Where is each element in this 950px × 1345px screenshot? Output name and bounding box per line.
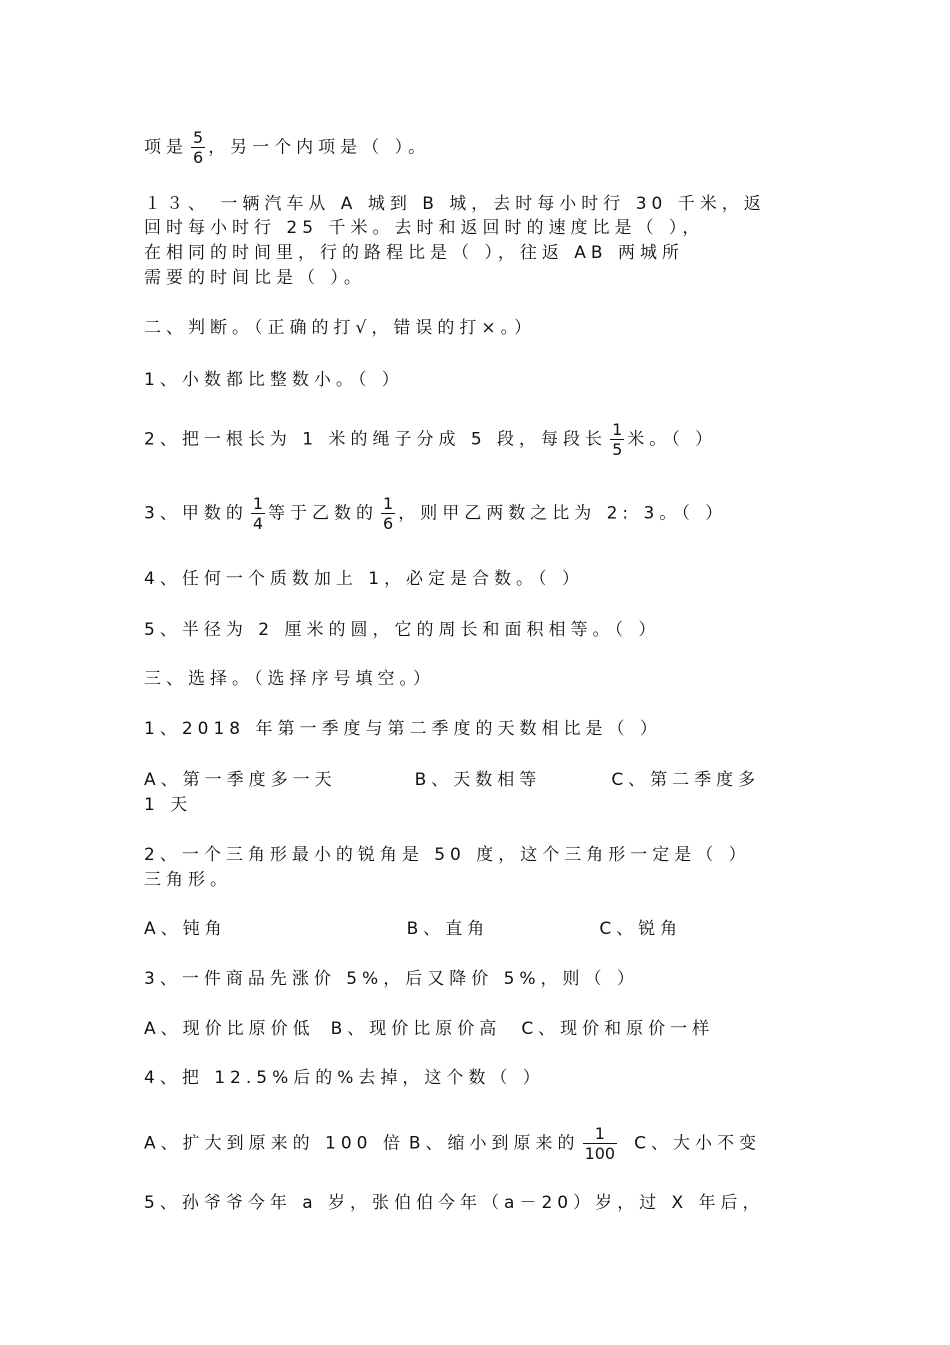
choice-1-option-c: C、第二季度多 <box>611 770 761 790</box>
section-2-heading: 二、判断。（正确的打√，错误的打×。） <box>144 318 537 338</box>
section-3-heading: 三、选择。（选择序号填空。） <box>144 669 435 689</box>
judge-2-text-b: 米。（ ） <box>627 429 718 450</box>
choice-3: 3、一件商品先涨价 5%，后又降价 5%，则（ ） <box>144 969 639 989</box>
choice-1: 1、2018 年第一季度与第二季度的天数相比是（ ） <box>144 719 662 739</box>
q13-line-4: 需要的时间比是（ ）。 <box>144 268 366 288</box>
judge-3 <box>144 494 727 533</box>
choice-4-option-a: A、扩大到原来的 100 倍 <box>144 1133 405 1154</box>
choice-4-options <box>144 1124 761 1163</box>
choice-2-options <box>144 917 682 941</box>
choice-4: 4、把 12.5%后的%去掉，这个数（ ） <box>144 1068 545 1088</box>
judge-3-text-b: 等于乙数的 <box>268 503 379 524</box>
fraction-1-4: $\frac{1}{4}$ <box>252 494 264 533</box>
fraction-1-100: $\frac{1}{100}$ <box>584 1124 616 1163</box>
choice-5: 5、孙爷爷今年 a 岁，张伯伯今年（a－20）岁，过 X 年后， <box>144 1193 765 1213</box>
judge-2-text-a: 2、把一根长为 1 米的绳子分成 5 段，每段长 <box>144 429 608 450</box>
fraction-1-6: $\frac{1}{6}$ <box>383 494 394 533</box>
choice-4-option-b: B、缩小到原来的 <box>408 1133 580 1154</box>
choice-2-line-2: 三角形。 <box>144 870 232 890</box>
choice-4-option-c: C、大小不变 <box>634 1133 761 1154</box>
q13-line-3: 在相同的时间里，行的路程比是（ ），往返 AB 两城所 <box>144 243 685 263</box>
choice-2-line-1: 2、一个三角形最小的锐角是 50 度，这个三角形一定是（ ） <box>144 845 751 865</box>
choice-2-option-c: C、锐角 <box>599 919 683 939</box>
choice-3-options <box>144 1017 714 1041</box>
judge-2 <box>144 420 717 459</box>
judge-3-text-a: 3、甲数的 <box>144 503 248 524</box>
choice-1-option-b: B、天数相等 <box>414 770 542 790</box>
q13-line-1: １３、 一辆汽车从 A 城到 B 城，去时每小时行 30 千米，返 <box>144 194 766 214</box>
q12-text-b: ，另一个内项是（ ）。 <box>208 137 431 158</box>
judge-1: 1、小数都比整数小。（ ） <box>144 370 404 390</box>
q13-line-2: 回时每小时行 25 千米。去时和返回时的速度比是（ ）， <box>144 218 705 238</box>
q12-continuation <box>144 128 430 167</box>
judge-5: 5、半径为 2 厘米的圆，它的周长和面积相等。（ ） <box>144 620 661 640</box>
choice-3-option-a: A、现价比原价低 <box>144 1019 315 1039</box>
fraction-5-6: $\frac{5}{6}$ <box>193 128 204 167</box>
choice-2-option-b: B、直角 <box>406 919 490 939</box>
q12-text-a: 项是 <box>144 137 188 158</box>
choice-3-option-b: B、现价比原价高 <box>330 1019 502 1039</box>
choice-2-option-a: A、钝角 <box>144 919 227 939</box>
choice-3-option-c: C、现价和原价一样 <box>521 1019 715 1039</box>
judge-3-text-c: ，则甲乙两数之比为 2: 3。（ ） <box>398 503 728 524</box>
choice-1-option-c-continued: 1 天 <box>144 795 193 815</box>
choice-1-option-a: A、第一季度多一天 <box>144 770 337 790</box>
judge-4: 4、任何一个质数加上 1，必定是合数。（ ） <box>144 569 584 589</box>
fraction-1-5: $\frac{1}{5}$ <box>612 420 623 459</box>
choice-1-options <box>144 768 760 792</box>
